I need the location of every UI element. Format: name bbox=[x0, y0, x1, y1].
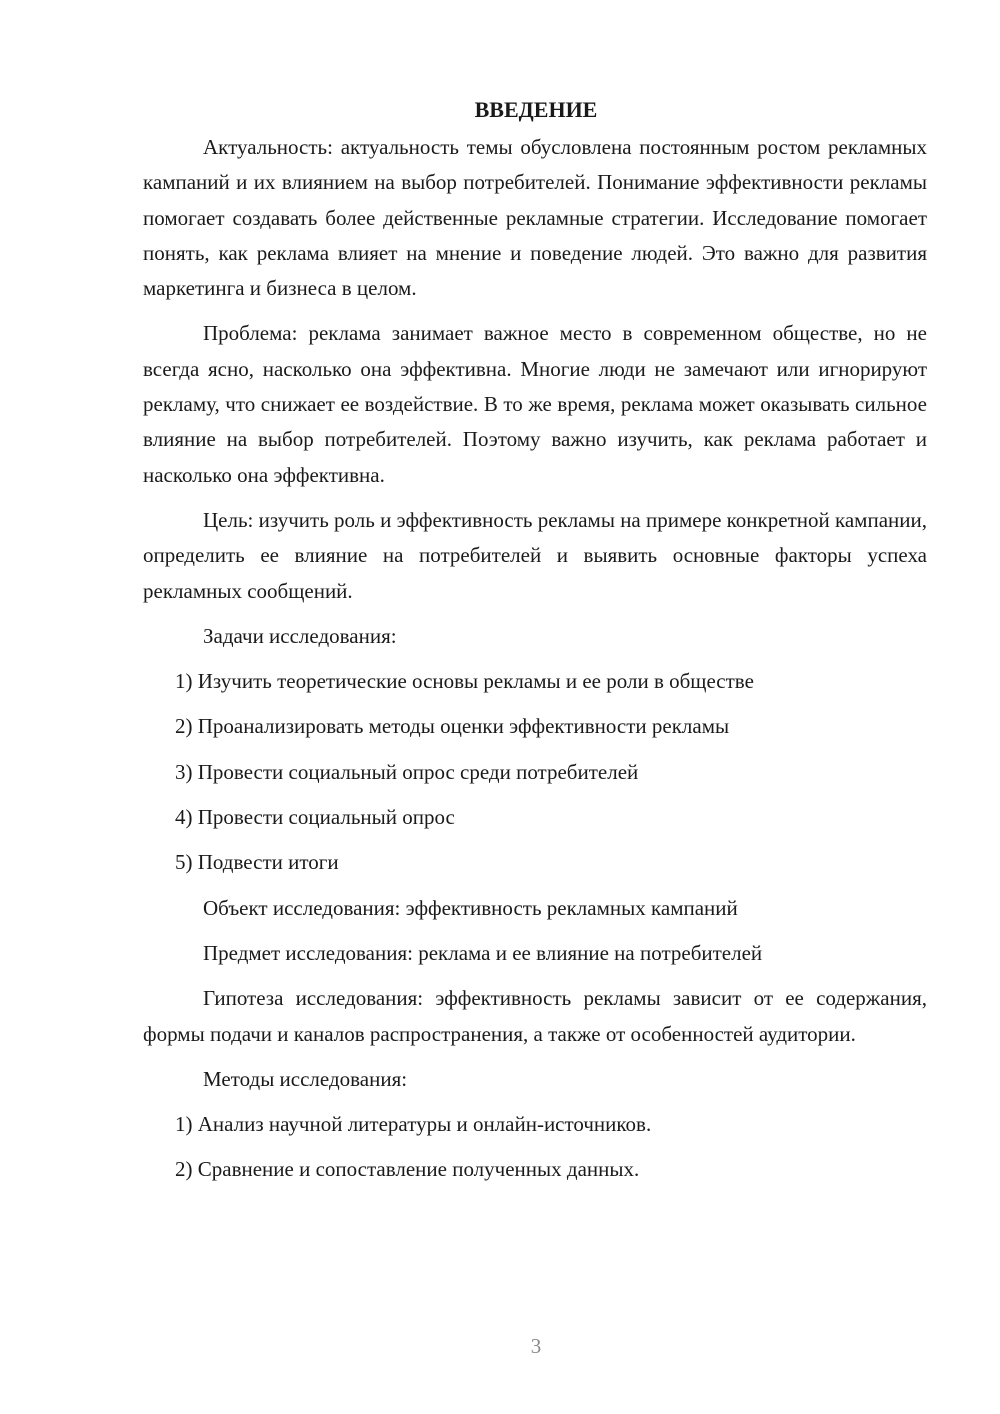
document-page bbox=[143, 90, 927, 1188]
methods-heading: Методы исследования: bbox=[203, 1066, 408, 1091]
subject-line: Предмет исследования: реклама и ее влияние на потребителей bbox=[203, 940, 763, 965]
goal-paragraph: Цель: изучить роль и эффективность рекламы на примере конкретной кампании, определить ее влияние на потребителей и выявить основные факторы успеха рекламных сообщений. bbox=[143, 507, 927, 603]
relevance-paragraph: Актуальность: актуальность темы обусловлена постоянным ростом рекламных кампаний и их влиянием на выбор потребителей. Понимание эффективности рекламы помогает создавать более действенные рекламные стратегии. Исследование помогает понять, как реклама влияет на мнение и поведение людей. Это важно для развития маркетинга и бизнеса в целом. bbox=[143, 135, 927, 301]
tasks-heading: Задачи исследования: bbox=[203, 623, 397, 648]
method-item: 2) Сравнение и сопоставление полученных данных. bbox=[175, 1157, 640, 1182]
page-number: 3 bbox=[530, 1334, 542, 1358]
object-line: Объект исследования: эффективность рекламных кампаний bbox=[203, 895, 738, 920]
hypothesis-paragraph: Гипотеза исследования: эффективность рекламы зависит от ее содержания, формы подачи и каналов распространения, а также от особенностей аудитории. bbox=[143, 986, 927, 1046]
section-title: ВВЕДЕНИЕ bbox=[474, 97, 598, 122]
problem-paragraph: Проблема: реклама занимает важное место в современном обществе, но не всегда ясно, насколько она эффективна. Многие люди не замечают или игнорируют рекламу, что снижает ее воздействие. В то же время, реклама может оказывать сильное влияние на выбор потребителей. Поэтому важно изучить, как реклама работает и насколько она эффективна. bbox=[143, 321, 927, 487]
task-item: 1) Изучить теоретические основы рекламы и ее роли в обществе bbox=[175, 669, 754, 694]
task-item: 5) Подвести итоги bbox=[175, 850, 339, 875]
task-item: 3) Провести социальный опрос среди потребителей bbox=[175, 759, 639, 784]
task-item: 4) Провести социальный опрос bbox=[175, 805, 455, 830]
task-item: 2) Проанализировать методы оценки эффективности рекламы bbox=[175, 714, 730, 739]
method-item: 1) Анализ научной литературы и онлайн-источников. bbox=[175, 1112, 652, 1137]
